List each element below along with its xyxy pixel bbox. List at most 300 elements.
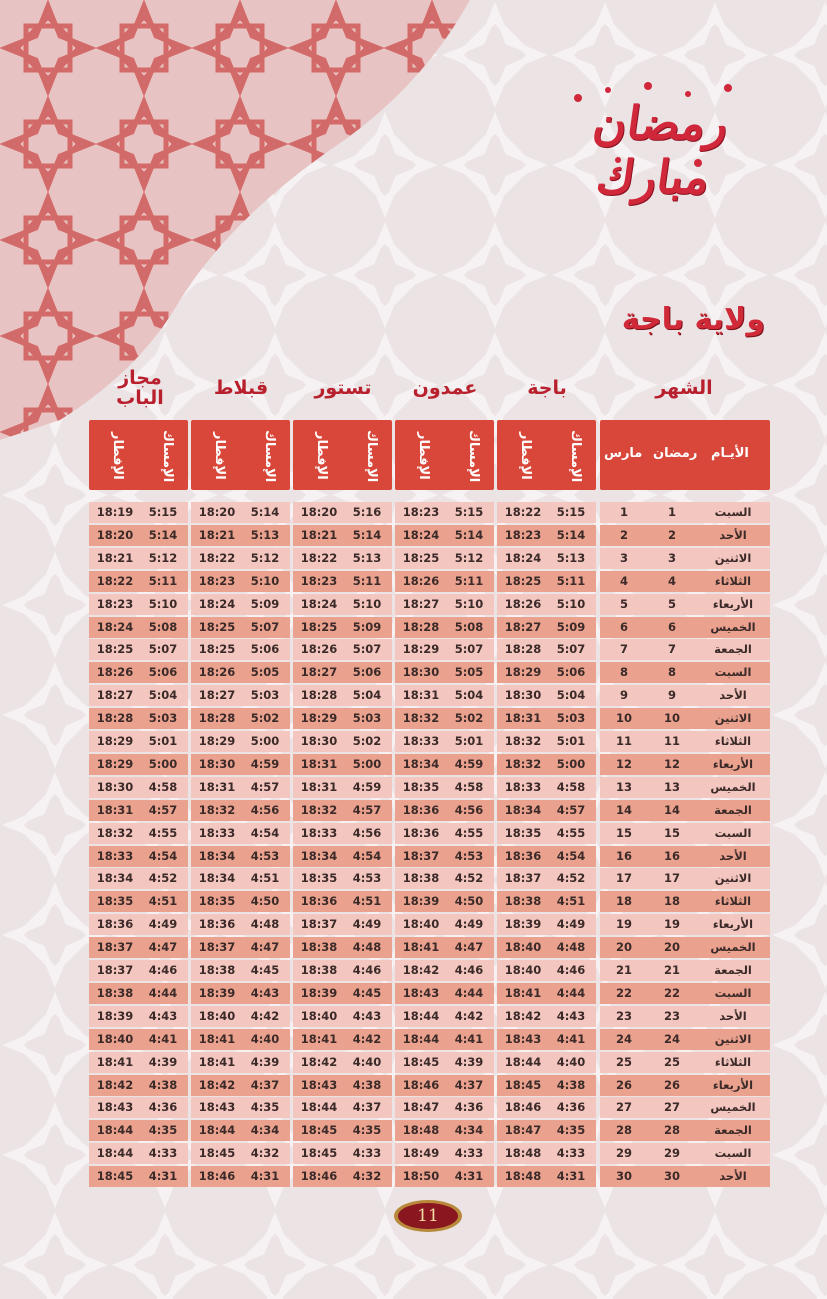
day-name-cell: الثلاثاء — [714, 894, 752, 909]
ramadan-day-cell: 16 — [663, 848, 680, 863]
imsak-cell-testour: 4:57 — [352, 802, 382, 817]
ramadan-day-cell: 27 — [663, 1100, 680, 1115]
table-row — [0, 891, 827, 912]
march-day-cell: 24 — [615, 1031, 632, 1046]
imsak-cell-amdoun: 5:12 — [454, 550, 484, 565]
table-row — [0, 617, 827, 638]
iftar-cell-mejez: 18:20 — [96, 527, 134, 542]
day-name-cell: الأربعاء — [712, 596, 754, 611]
imsak-cell-goubellat: 5:14 — [250, 505, 280, 519]
march-day-cell: 5 — [619, 596, 628, 611]
subheader-imsak-goubellat: الإمساك — [262, 429, 277, 483]
iftar-cell-baja: 18:24 — [504, 550, 542, 565]
imsak-cell-goubellat: 4:53 — [250, 848, 280, 863]
imsak-cell-goubellat: 4:31 — [250, 1169, 280, 1184]
march-day-cell: 1 — [619, 505, 628, 519]
header-mejez: مجاز الباب — [116, 367, 164, 409]
iftar-cell-baja: 18:31 — [504, 711, 542, 726]
imsak-cell-amdoun: 5:10 — [454, 596, 484, 611]
iftar-cell-goubellat: 18:45 — [198, 1146, 236, 1161]
day-name-cell: السبت — [714, 665, 752, 680]
iftar-cell-testour: 18:38 — [300, 963, 338, 977]
ramadan-day-cell: 28 — [663, 1123, 680, 1138]
imsak-cell-goubellat: 5:02 — [250, 711, 280, 726]
imsak-cell-testour: 4:43 — [352, 1008, 382, 1023]
imsak-cell-testour: 4:54 — [352, 848, 382, 863]
imsak-cell-mejez: 5:00 — [148, 756, 178, 771]
iftar-cell-testour: 18:46 — [300, 1169, 338, 1184]
imsak-cell-baja: 4:48 — [556, 940, 586, 955]
imsak-cell-amdoun: 5:02 — [454, 711, 484, 726]
day-name-cell: الجمعة — [714, 963, 752, 977]
page-title: ولاية باجة — [621, 302, 765, 337]
iftar-cell-mejez: 18:27 — [96, 688, 134, 703]
imsak-cell-mejez: 4:49 — [148, 917, 178, 932]
imsak-cell-mejez: 5:04 — [148, 688, 178, 703]
iftar-cell-amdoun: 18:46 — [402, 1077, 440, 1092]
imsak-cell-amdoun: 4:49 — [454, 917, 484, 932]
iftar-cell-baja: 18:48 — [504, 1146, 542, 1161]
day-name-cell: الخميس — [710, 940, 756, 955]
imsak-cell-goubellat: 4:43 — [250, 985, 280, 1000]
day-name-cell: الجمعة — [714, 642, 752, 657]
iftar-cell-mejez: 18:33 — [96, 848, 134, 863]
iftar-cell-amdoun: 18:45 — [402, 1054, 440, 1069]
imsak-cell-amdoun: 4:46 — [454, 963, 484, 977]
imsak-cell-testour: 4:38 — [352, 1077, 382, 1092]
imsak-cell-amdoun: 5:08 — [454, 619, 484, 634]
imsak-cell-mejez: 4:52 — [148, 871, 178, 886]
iftar-cell-amdoun: 18:41 — [402, 940, 440, 955]
day-name-cell: الأحد — [719, 1169, 747, 1184]
iftar-cell-goubellat: 18:24 — [198, 596, 236, 611]
iftar-cell-goubellat: 18:27 — [198, 688, 236, 703]
ramadan-day-cell: 20 — [663, 940, 680, 955]
imsak-cell-goubellat: 4:35 — [250, 1100, 280, 1115]
imsak-cell-goubellat: 5:09 — [250, 596, 280, 611]
iftar-cell-testour: 18:25 — [300, 619, 338, 634]
table-row — [0, 777, 827, 798]
imsak-cell-goubellat: 4:47 — [250, 940, 280, 955]
ramadan-day-cell: 1 — [667, 505, 676, 519]
imsak-cell-baja: 4:58 — [556, 779, 586, 794]
iftar-cell-testour: 18:22 — [300, 550, 338, 565]
imsak-cell-testour: 5:16 — [352, 505, 382, 519]
imsak-cell-testour: 5:06 — [352, 665, 382, 680]
iftar-cell-amdoun: 18:44 — [402, 1031, 440, 1046]
imsak-cell-goubellat: 4:50 — [250, 894, 280, 909]
iftar-cell-amdoun: 18:49 — [402, 1146, 440, 1161]
iftar-cell-mejez: 18:30 — [96, 779, 134, 794]
imsak-cell-baja: 4:57 — [556, 802, 586, 817]
iftar-cell-mejez: 18:41 — [96, 1054, 134, 1069]
iftar-cell-testour: 18:31 — [300, 779, 338, 794]
imsak-cell-amdoun: 5:01 — [454, 734, 484, 748]
iftar-cell-amdoun: 18:37 — [402, 848, 440, 863]
header-month: الشهر — [655, 377, 713, 399]
iftar-cell-testour: 18:42 — [300, 1054, 338, 1069]
ramadan-day-cell: 23 — [663, 1008, 680, 1023]
imsak-cell-mejez: 5:10 — [148, 596, 178, 611]
day-name-cell: الاثنين — [714, 550, 752, 565]
iftar-cell-amdoun: 18:23 — [402, 505, 440, 519]
imsak-cell-testour: 5:04 — [352, 688, 382, 703]
iftar-cell-mejez: 18:44 — [96, 1123, 134, 1138]
imsak-cell-baja: 4:51 — [556, 894, 586, 909]
ramadan-day-cell: 6 — [667, 619, 676, 634]
table-row — [0, 754, 827, 775]
day-name-cell: الثلاثاء — [714, 1054, 752, 1069]
table-row — [0, 1143, 827, 1164]
iftar-cell-goubellat: 18:36 — [198, 917, 236, 932]
ramadan-day-cell: 5 — [667, 596, 676, 611]
imsak-cell-testour: 5:14 — [352, 527, 382, 542]
imsak-cell-baja: 5:13 — [556, 550, 586, 565]
iftar-cell-testour: 18:38 — [300, 940, 338, 955]
iftar-cell-amdoun: 18:40 — [402, 917, 440, 932]
iftar-cell-mejez: 18:23 — [96, 596, 134, 611]
imsak-cell-baja: 5:06 — [556, 665, 586, 680]
imsak-cell-testour: 5:11 — [352, 573, 382, 588]
iftar-cell-mejez: 18:38 — [96, 985, 134, 1000]
imsak-cell-testour: 4:49 — [352, 917, 382, 932]
march-day-cell: 28 — [615, 1123, 632, 1138]
iftar-cell-baja: 18:36 — [504, 848, 542, 863]
march-day-cell: 25 — [615, 1054, 632, 1069]
ramadan-day-cell: 8 — [667, 665, 676, 680]
header-testour: تستور — [314, 377, 372, 399]
imsak-cell-testour: 4:48 — [352, 940, 382, 955]
imsak-cell-baja: 5:15 — [556, 505, 586, 519]
iftar-cell-testour: 18:28 — [300, 688, 338, 703]
imsak-cell-baja: 4:33 — [556, 1146, 586, 1161]
imsak-cell-baja: 4:44 — [556, 985, 586, 1000]
iftar-cell-mejez: 18:42 — [96, 1077, 134, 1092]
iftar-cell-goubellat: 18:37 — [198, 940, 236, 955]
iftar-cell-baja: 18:42 — [504, 1008, 542, 1023]
ramadan-day-cell: 24 — [663, 1031, 680, 1046]
iftar-cell-amdoun: 18:50 — [402, 1169, 440, 1184]
iftar-cell-testour: 18:31 — [300, 756, 338, 771]
iftar-cell-goubellat: 18:31 — [198, 779, 236, 794]
march-day-cell: 27 — [615, 1100, 632, 1115]
imsak-cell-amdoun: 5:05 — [454, 665, 484, 680]
imsak-cell-goubellat: 5:00 — [250, 734, 280, 748]
imsak-cell-testour: 5:02 — [352, 734, 382, 748]
imsak-cell-baja: 4:46 — [556, 963, 586, 977]
iftar-cell-baja: 18:47 — [504, 1123, 542, 1138]
page-number-badge — [392, 1198, 464, 1234]
imsak-cell-baja: 4:49 — [556, 917, 586, 932]
imsak-cell-amdoun: 4:56 — [454, 802, 484, 817]
subheader-days: الأيـام — [711, 446, 749, 461]
ramadan-day-cell: 25 — [663, 1054, 680, 1069]
header-baja: باجة — [527, 377, 567, 399]
ramadan-mubarak-logo — [548, 68, 766, 204]
day-name-cell: الخميس — [710, 779, 756, 794]
imsak-cell-testour: 4:40 — [352, 1054, 382, 1069]
table-row — [0, 846, 827, 867]
iftar-cell-amdoun: 18:28 — [402, 619, 440, 634]
march-day-cell: 22 — [615, 985, 632, 1000]
march-day-cell: 29 — [615, 1146, 632, 1161]
ramadan-day-cell: 4 — [667, 573, 676, 588]
iftar-cell-baja: 18:37 — [504, 871, 542, 886]
iftar-cell-mejez: 18:40 — [96, 1031, 134, 1046]
iftar-cell-baja: 18:25 — [504, 573, 542, 588]
march-day-cell: 3 — [619, 550, 628, 565]
march-day-cell: 10 — [615, 711, 632, 726]
imsak-cell-amdoun: 5:04 — [454, 688, 484, 703]
table-row — [0, 1120, 827, 1141]
imsak-cell-baja: 4:43 — [556, 1008, 586, 1023]
day-name-cell: الاثنين — [714, 711, 752, 726]
ramadan-day-cell: 17 — [663, 871, 680, 886]
day-name-cell: الاثنين — [714, 871, 752, 886]
day-name-cell: الثلاثاء — [714, 734, 752, 748]
imsak-cell-goubellat: 4:56 — [250, 802, 280, 817]
iftar-cell-goubellat: 18:41 — [198, 1031, 236, 1046]
imsak-cell-baja: 4:40 — [556, 1054, 586, 1069]
imsak-cell-mejez: 5:11 — [148, 573, 178, 588]
iftar-cell-testour: 18:45 — [300, 1123, 338, 1138]
imsak-cell-testour: 5:10 — [352, 596, 382, 611]
imsak-cell-testour: 4:32 — [352, 1169, 382, 1184]
day-name-cell: الخميس — [710, 1100, 756, 1115]
imsak-cell-baja: 4:38 — [556, 1077, 586, 1092]
iftar-cell-mejez: 18:35 — [96, 894, 134, 909]
iftar-cell-mejez: 18:32 — [96, 825, 134, 840]
march-day-cell: 30 — [615, 1169, 632, 1184]
imsak-cell-baja: 4:31 — [556, 1169, 586, 1184]
table-row — [0, 639, 827, 660]
iftar-cell-goubellat: 18:35 — [198, 894, 236, 909]
march-day-cell: 26 — [615, 1077, 632, 1092]
iftar-cell-baja: 18:30 — [504, 688, 542, 703]
iftar-cell-baja: 18:40 — [504, 940, 542, 955]
iftar-cell-testour: 18:40 — [300, 1008, 338, 1023]
iftar-cell-testour: 18:26 — [300, 642, 338, 657]
imsak-cell-mejez: 4:33 — [148, 1146, 178, 1161]
imsak-cell-mejez: 4:58 — [148, 779, 178, 794]
iftar-cell-mejez: 18:21 — [96, 550, 134, 565]
iftar-cell-amdoun: 18:38 — [402, 871, 440, 886]
logo-text: رمضان مبارك — [589, 96, 732, 204]
imsak-cell-testour: 4:53 — [352, 871, 382, 886]
imsak-cell-amdoun: 4:59 — [454, 756, 484, 771]
imsak-cell-goubellat: 4:32 — [250, 1146, 280, 1161]
imsak-cell-mejez: 5:14 — [148, 527, 178, 542]
ramadan-day-cell: 2 — [667, 527, 676, 542]
imsak-cell-amdoun: 4:31 — [454, 1169, 484, 1184]
march-day-cell: 9 — [619, 688, 628, 703]
imsak-cell-amdoun: 5:15 — [454, 505, 484, 519]
day-name-cell: الأحد — [719, 848, 747, 863]
day-name-cell: الجمعة — [714, 802, 752, 817]
table-row — [0, 1075, 827, 1096]
iftar-cell-goubellat: 18:38 — [198, 963, 236, 977]
subheader-ramadan: رمضان — [653, 446, 698, 461]
iftar-cell-goubellat: 18:39 — [198, 985, 236, 1000]
march-day-cell: 20 — [615, 940, 632, 955]
iftar-cell-amdoun: 18:35 — [402, 779, 440, 794]
iftar-cell-testour: 18:24 — [300, 596, 338, 611]
imsak-cell-baja: 4:52 — [556, 871, 586, 886]
imsak-cell-mejez: 4:31 — [148, 1169, 178, 1184]
iftar-cell-amdoun: 18:39 — [402, 894, 440, 909]
imsak-cell-amdoun: 5:07 — [454, 642, 484, 657]
iftar-cell-amdoun: 18:36 — [402, 825, 440, 840]
imsak-cell-baja: 5:03 — [556, 711, 586, 726]
imsak-cell-baja: 5:01 — [556, 734, 586, 748]
imsak-cell-goubellat: 4:45 — [250, 963, 280, 977]
table-row — [0, 1029, 827, 1050]
iftar-cell-baja: 18:33 — [504, 779, 542, 794]
iftar-cell-goubellat: 18:34 — [198, 848, 236, 863]
iftar-cell-testour: 18:36 — [300, 894, 338, 909]
iftar-cell-testour: 18:39 — [300, 985, 338, 1000]
imsak-cell-goubellat: 4:39 — [250, 1054, 280, 1069]
imsak-cell-testour: 5:00 — [352, 756, 382, 771]
subheader-iftar-baja: الإفطار — [518, 432, 533, 480]
iftar-cell-goubellat: 18:33 — [198, 825, 236, 840]
ramadan-day-cell: 21 — [663, 963, 680, 977]
imsak-cell-mejez: 4:51 — [148, 894, 178, 909]
iftar-cell-amdoun: 18:47 — [402, 1100, 440, 1115]
ramadan-day-cell: 10 — [663, 711, 680, 726]
imsak-cell-goubellat: 5:10 — [250, 573, 280, 588]
imsak-cell-goubellat: 4:40 — [250, 1031, 280, 1046]
imsak-cell-mejez: 5:15 — [148, 505, 178, 519]
imsak-cell-amdoun: 5:11 — [454, 573, 484, 588]
imsak-cell-mejez: 4:38 — [148, 1077, 178, 1092]
imsak-cell-testour: 4:59 — [352, 779, 382, 794]
iftar-cell-baja: 18:48 — [504, 1169, 542, 1184]
ramadan-day-cell: 18 — [663, 894, 680, 909]
iftar-cell-goubellat: 18:44 — [198, 1123, 236, 1138]
iftar-cell-goubellat: 18:20 — [198, 505, 236, 519]
march-day-cell: 7 — [619, 642, 628, 657]
iftar-cell-amdoun: 18:44 — [402, 1008, 440, 1023]
day-name-cell: الخميس — [710, 619, 756, 634]
imsak-cell-baja: 4:54 — [556, 848, 586, 863]
imsak-cell-mejez: 4:44 — [148, 985, 178, 1000]
day-name-cell: الاثنين — [714, 1031, 752, 1046]
subheader-imsak-mejez: الإمساك — [160, 429, 175, 483]
iftar-cell-baja: 18:45 — [504, 1077, 542, 1092]
imsak-cell-amdoun: 4:52 — [454, 871, 484, 886]
imsak-cell-amdoun: 4:34 — [454, 1123, 484, 1138]
iftar-cell-baja: 18:41 — [504, 985, 542, 1000]
table-row — [0, 983, 827, 1004]
day-name-cell: السبت — [714, 505, 752, 519]
iftar-cell-goubellat: 18:26 — [198, 665, 236, 680]
iftar-cell-baja: 18:23 — [504, 527, 542, 542]
imsak-cell-amdoun: 4:37 — [454, 1077, 484, 1092]
imsak-cell-testour: 5:09 — [352, 619, 382, 634]
imsak-cell-mejez: 4:46 — [148, 963, 178, 977]
iftar-cell-mejez: 18:29 — [96, 734, 134, 748]
iftar-cell-mejez: 18:31 — [96, 802, 134, 817]
imsak-cell-amdoun: 4:36 — [454, 1100, 484, 1115]
imsak-cell-amdoun: 4:39 — [454, 1054, 484, 1069]
ramadan-day-cell: 7 — [667, 642, 676, 657]
imsak-cell-mejez: 4:55 — [148, 825, 178, 840]
iftar-cell-testour: 18:43 — [300, 1077, 338, 1092]
imsak-cell-goubellat: 4:51 — [250, 871, 280, 886]
iftar-cell-amdoun: 18:27 — [402, 596, 440, 611]
imsak-cell-testour: 5:03 — [352, 711, 382, 726]
iftar-cell-goubellat: 18:25 — [198, 619, 236, 634]
table-row — [0, 937, 827, 958]
ramadan-day-cell: 14 — [663, 802, 680, 817]
table-row — [0, 1052, 827, 1073]
iftar-cell-goubellat: 18:29 — [198, 734, 236, 748]
ramadan-day-cell: 29 — [663, 1146, 680, 1161]
imsak-cell-goubellat: 5:13 — [250, 527, 280, 542]
imsak-cell-amdoun: 4:44 — [454, 985, 484, 1000]
ramadan-day-cell: 11 — [663, 734, 680, 748]
iftar-cell-baja: 18:35 — [504, 825, 542, 840]
iftar-cell-amdoun: 18:34 — [402, 756, 440, 771]
iftar-cell-goubellat: 18:34 — [198, 871, 236, 886]
march-day-cell: 21 — [615, 963, 632, 977]
subheader-iftar-amdoun: الإفطار — [416, 432, 431, 480]
table-row — [0, 1097, 827, 1118]
day-name-cell: الأربعاء — [712, 756, 754, 771]
imsak-cell-amdoun: 5:14 — [454, 527, 484, 542]
ramadan-day-cell: 9 — [667, 688, 676, 703]
imsak-cell-testour: 4:42 — [352, 1031, 382, 1046]
iftar-cell-testour: 18:29 — [300, 711, 338, 726]
march-day-cell: 14 — [615, 802, 632, 817]
iftar-cell-baja: 18:29 — [504, 665, 542, 680]
imsak-cell-testour: 5:07 — [352, 642, 382, 657]
imsak-cell-mejez: 4:39 — [148, 1054, 178, 1069]
imsak-cell-mejez: 4:54 — [148, 848, 178, 863]
iftar-cell-mejez: 18:34 — [96, 871, 134, 886]
iftar-cell-testour: 18:33 — [300, 825, 338, 840]
subheader-imsak-testour: الإمساك — [364, 429, 379, 483]
day-name-cell: الأحد — [719, 688, 747, 703]
iftar-cell-testour: 18:34 — [300, 848, 338, 863]
iftar-cell-testour: 18:20 — [300, 505, 338, 519]
iftar-cell-goubellat: 18:21 — [198, 527, 236, 542]
iftar-cell-testour: 18:37 — [300, 917, 338, 932]
march-day-cell: 19 — [615, 917, 632, 932]
imsak-cell-baja: 5:10 — [556, 596, 586, 611]
iftar-cell-mejez: 18:43 — [96, 1100, 134, 1115]
iftar-cell-baja: 18:22 — [504, 505, 542, 519]
iftar-cell-goubellat: 18:41 — [198, 1054, 236, 1069]
iftar-cell-amdoun: 18:33 — [402, 734, 440, 748]
table-row — [0, 800, 827, 821]
march-day-cell: 2 — [619, 527, 628, 542]
imsak-cell-goubellat: 4:59 — [250, 756, 280, 771]
imsak-cell-mejez: 5:06 — [148, 665, 178, 680]
iftar-cell-mejez: 18:25 — [96, 642, 134, 657]
iftar-cell-testour: 18:23 — [300, 573, 338, 588]
imsak-cell-goubellat: 4:42 — [250, 1008, 280, 1023]
iftar-cell-testour: 18:35 — [300, 871, 338, 886]
ramadan-day-cell: 22 — [663, 985, 680, 1000]
imsak-cell-amdoun: 4:41 — [454, 1031, 484, 1046]
iftar-cell-mejez: 18:19 — [96, 505, 134, 519]
iftar-cell-mejez: 18:26 — [96, 665, 134, 680]
iftar-cell-goubellat: 18:25 — [198, 642, 236, 657]
table-row — [0, 914, 827, 935]
page-number: 11 — [417, 1206, 439, 1226]
